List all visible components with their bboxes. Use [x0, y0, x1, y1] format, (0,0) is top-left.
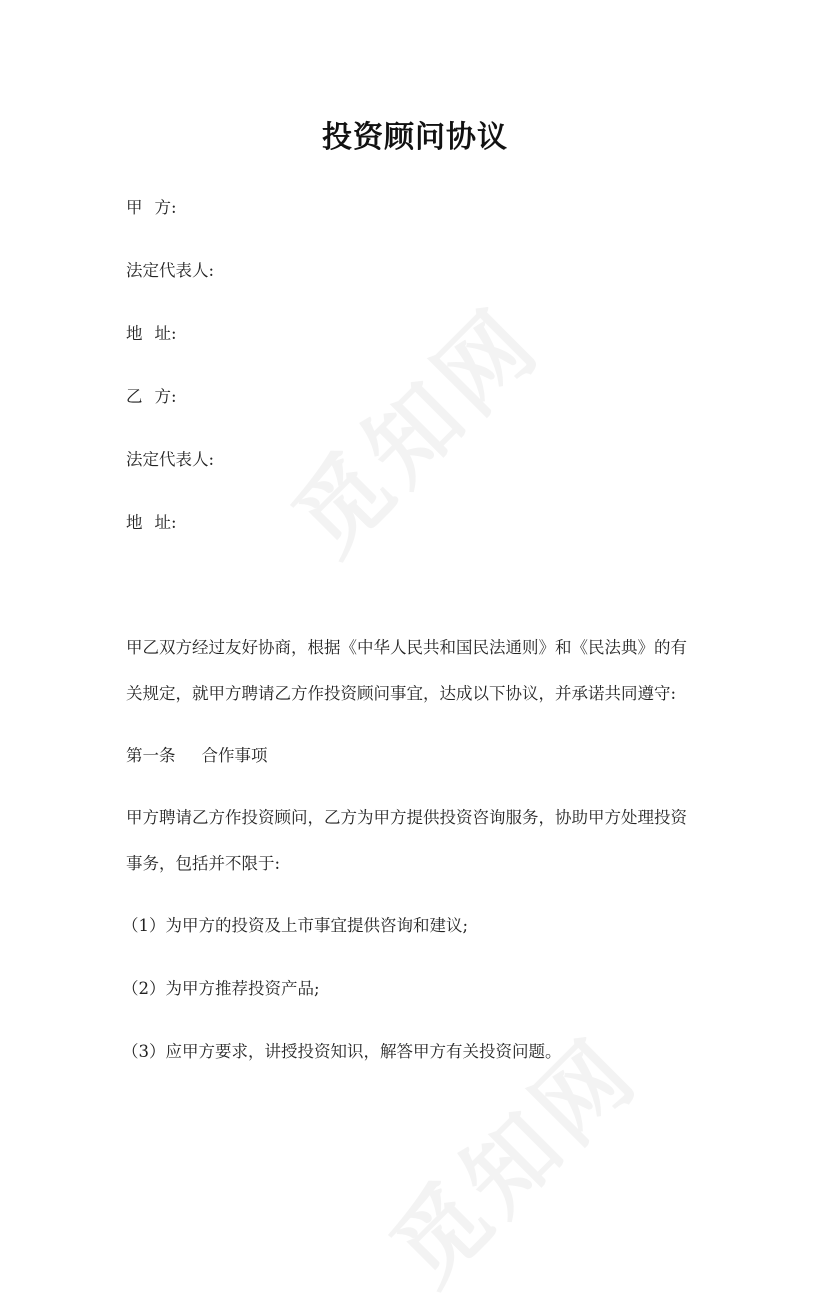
watermark: [259, 273, 564, 578]
party-a-label-2: 方:: [154, 198, 177, 217]
party-a-address-label-1: 地: [126, 324, 143, 343]
article-1-heading: [126, 748, 268, 765]
list-item-1: （1）为甲方的投资及上市事宜提供咨询和建议;: [122, 916, 469, 935]
party-b-address-field: [126, 515, 177, 532]
list-item-2: （2）为甲方推荐投资产品;: [122, 979, 320, 998]
party-a-representative-label: 法定代表人:: [126, 261, 215, 280]
article-1-number: 第一条: [126, 746, 176, 765]
list-item-3: （3）应甲方要求，讲授投资知识，解答甲方有关投资问题。: [122, 1042, 562, 1061]
party-a-field: [126, 200, 177, 217]
party-a-label-1: 甲: [126, 198, 143, 217]
party-a-address-field: [126, 326, 177, 343]
article-1-text-line-1: 甲方聘请乙方作投资顾问，乙方为甲方提供投资咨询服务，协助甲方处理投资: [126, 808, 687, 827]
party-b-address-label-2: 址:: [154, 513, 177, 532]
party-b-label-1: 乙: [126, 387, 143, 406]
intro-paragraph-line-1: 甲乙双方经过友好协商，根据《中华人民共和国民法通则》和《民法典》的有: [126, 638, 687, 657]
party-b-label-2: 方:: [154, 387, 177, 406]
intro-paragraph-line-2: 关规定，就甲方聘请乙方作投资顾问事宜，达成以下协议，并承诺共同遵守:: [126, 684, 677, 703]
party-b-representative-label: 法定代表人:: [126, 450, 215, 469]
party-a-address-label-2: 址:: [154, 324, 177, 343]
party-b-address-label-1: 地: [126, 513, 143, 532]
party-b-representative-field: [126, 452, 214, 469]
party-b-field: [126, 389, 177, 406]
article-1-title: 合作事项: [201, 746, 268, 765]
document-title: 投资顾问协议: [322, 120, 508, 155]
party-a-representative-field: [126, 263, 214, 280]
article-1-text-line-2: 事务，包括并不限于:: [126, 854, 281, 873]
